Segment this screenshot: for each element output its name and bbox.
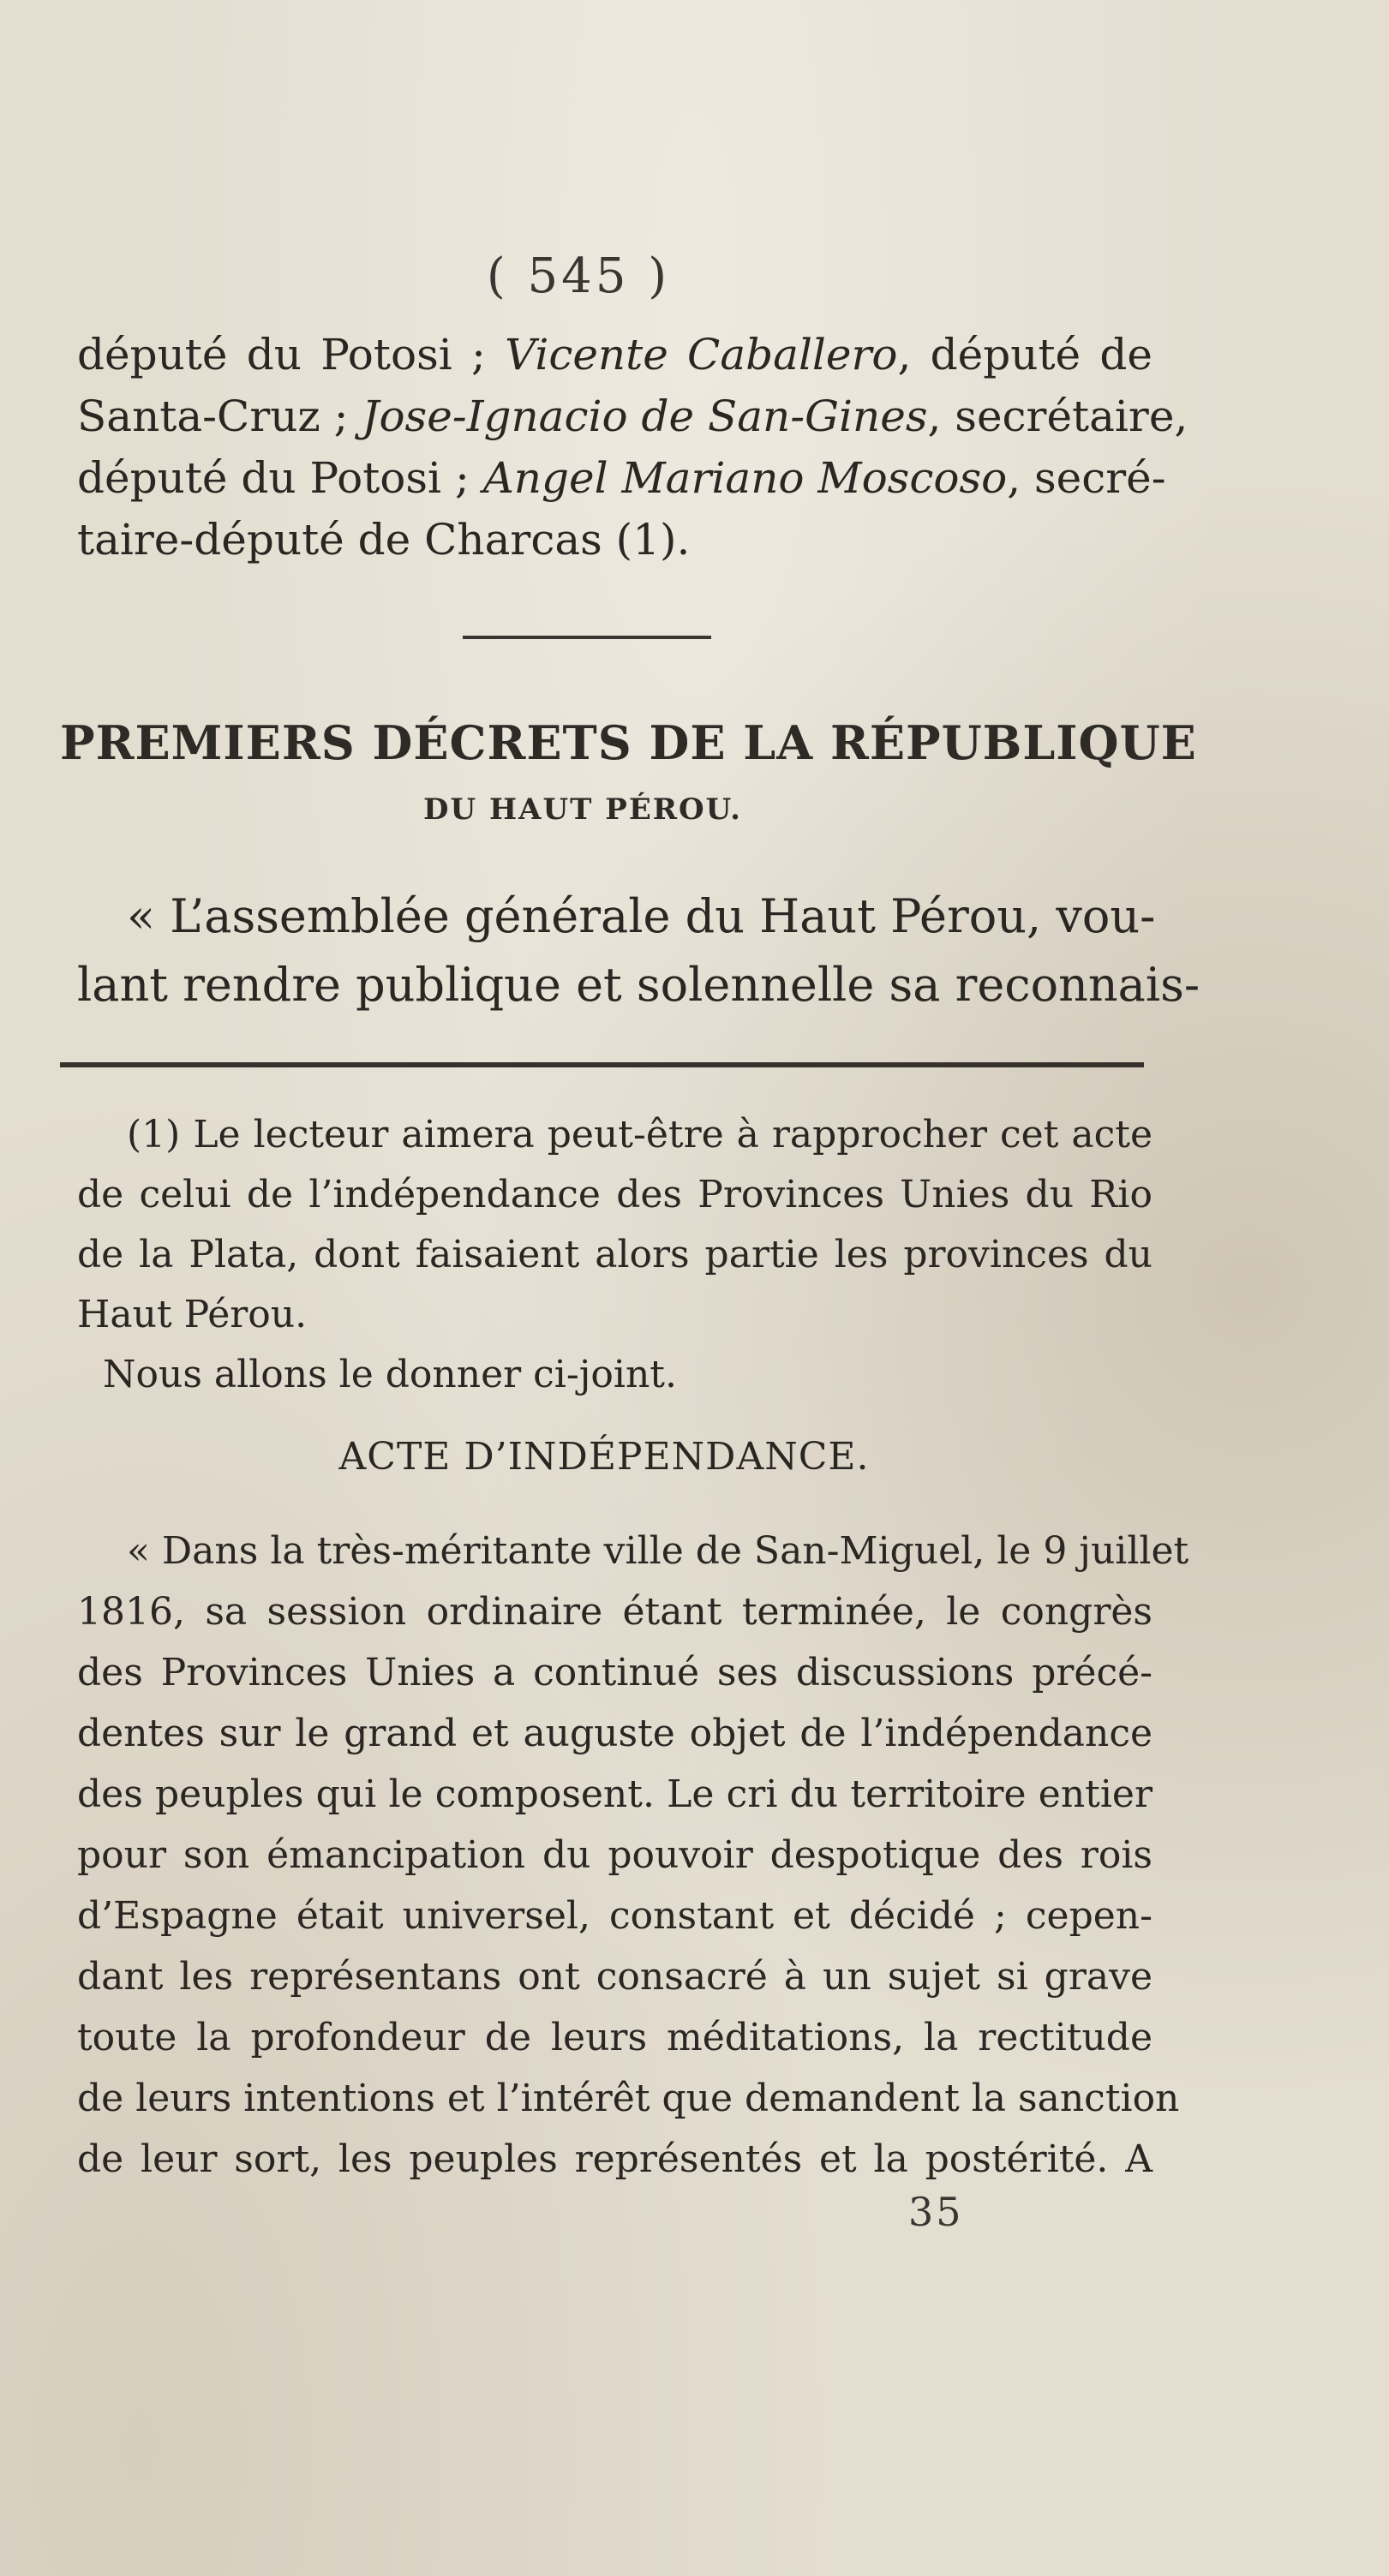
- acte-line: des Provinces Unies a continué ses discussions précé-: [77, 1651, 1153, 1694]
- footnote-line: de celui de l’indépendance des Provinces Unies du Rio: [77, 1173, 1153, 1216]
- italic-name: Angel Mariano Moscoso: [482, 453, 1008, 503]
- paragraph-line: « L’assemblée générale du Haut Pérou, vou-: [127, 889, 1156, 943]
- footnote: [77, 1105, 1153, 1345]
- acte-line: dentes sur le grand et auguste objet de l’indépendance: [77, 1712, 1153, 1755]
- paragraph-line: député du Potosi ; Angel Mariano Moscoso, secré-: [77, 453, 1166, 503]
- acte-body: [77, 1521, 1189, 2190]
- paragraph-line: taire-député de Charcas (1).: [77, 515, 691, 565]
- acte-line: d’Espagne était universel, constant et décidé ; cepen-: [77, 1894, 1153, 1938]
- section-heading: PREMIERS DÉCRETS DE LA RÉPUBLIQUE: [60, 715, 1197, 770]
- top-paragraph: [77, 324, 1188, 571]
- section-subheading: DU HAUT PÉROU.: [423, 792, 742, 827]
- footnote-line: de la Plata, dont faisaient alors partie les provinces du: [77, 1233, 1153, 1276]
- signature-mark: 35: [908, 2189, 964, 2235]
- paragraph-line: lant rendre publique et solennelle sa reconnais-: [77, 958, 1200, 1012]
- acte-heading: ACTE D’INDÉPENDANCE.: [338, 1435, 870, 1479]
- acte-line: pour son émancipation du pouvoir despotique des rois: [77, 1833, 1153, 1877]
- acte-line: de leurs intentions et l’intérêt que demandent la sanction: [77, 2077, 1180, 2120]
- paragraph-line: député du Potosi ; Vicente Caballero, député de: [77, 330, 1153, 380]
- acte-line: toute la profondeur de leurs méditations, la rectitude: [77, 2016, 1153, 2059]
- main-paragraph: [77, 882, 1200, 1019]
- acte-line: dant les représentans ont consacré à un sujet si grave: [77, 1955, 1153, 1999]
- italic-name: Vicente Caballero: [505, 330, 898, 380]
- paragraph-line: Santa-Cruz ; Jose-Ignacio de San-Gines, secrétaire,: [77, 391, 1188, 441]
- acte-line: de leur sort, les peuples représentés et la postérité. A: [77, 2137, 1153, 2181]
- footnote-line: Haut Pérou.: [77, 1293, 308, 1336]
- section-divider: [463, 636, 711, 639]
- footnote-line: (1) Le lecteur aimera peut-être à rapprocher cet acte: [127, 1113, 1153, 1157]
- footnote-continuation: Nous allons le donner ci-joint.: [103, 1353, 677, 1396]
- page-number: ( 545 ): [486, 248, 671, 304]
- acte-line: des peuples qui le composent. Le cri du territoire entier: [77, 1772, 1153, 1816]
- footnote-divider: [60, 1062, 1144, 1067]
- acte-line: « Dans la très-méritante ville de San-Miguel, le 9 juillet: [127, 1529, 1189, 1573]
- italic-name: Jose-Ignacio de San-Gines: [362, 391, 928, 441]
- acte-line: 1816, sa session ordinaire étant terminée, le congrès: [77, 1590, 1153, 1634]
